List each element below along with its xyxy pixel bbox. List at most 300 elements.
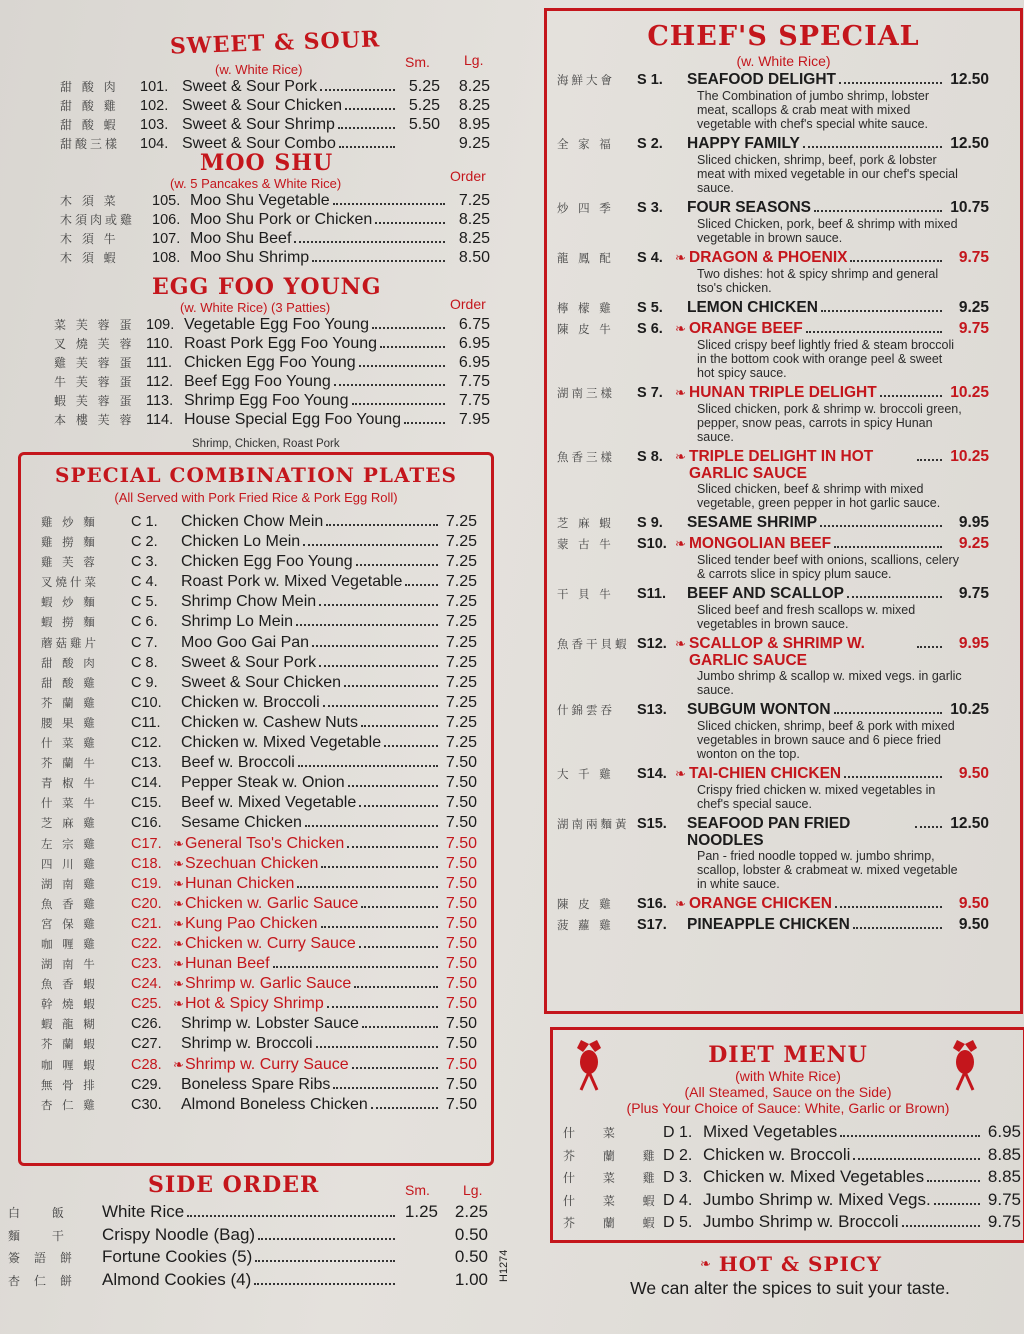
chinese-name: 白 飯 [8, 1206, 78, 1220]
item-name: Boneless Spare Ribs [181, 1075, 331, 1093]
leader-dots [915, 825, 942, 828]
section-title: DIET MENU [708, 1042, 868, 1068]
leader-dots [354, 985, 438, 988]
item-price: 10.25 [950, 384, 989, 401]
leader-dots [297, 885, 438, 888]
chinese-name: 左 宗 雞 [41, 836, 98, 851]
decoration-left [567, 1038, 611, 1094]
item-number: C17. [131, 835, 162, 852]
item-name: Sweet & Sour Combo [182, 135, 336, 152]
chinese-name: 宮 保 雞 [41, 916, 98, 931]
pepper-icon: ❧ [173, 956, 184, 972]
menu-item-row [41, 1015, 477, 1035]
item-name: Shrimp w. Curry Sauce [185, 1055, 349, 1073]
item-name: Chicken w. Mixed Vegetables [703, 1167, 925, 1186]
chinese-name: 無 骨 排 [41, 1077, 98, 1092]
item-price: 7.25 [445, 533, 477, 551]
menu-item-row [41, 654, 477, 674]
item-price: 7.25 [458, 192, 490, 209]
chinese-name: 簽語餅 [8, 1251, 87, 1265]
item-number: D 3. [663, 1169, 693, 1186]
menu-item-row [557, 299, 989, 317]
pepper-icon: ❧ [173, 875, 184, 891]
item-number: D 5. [663, 1214, 693, 1231]
menu-code: H1274 [498, 1249, 510, 1282]
diet-subtitle-2: (All Steamed, Sauce on the Side) [684, 1084, 892, 1100]
item-name: Moo Shu Vegetable [190, 192, 330, 209]
menu-item-row [41, 935, 477, 955]
leader-dots [327, 1005, 438, 1008]
menu-item-row [41, 734, 477, 754]
menu-item-row [41, 995, 477, 1015]
pepper-icon: ❧ [173, 996, 184, 1012]
chefs-special-box [544, 8, 1023, 1014]
item-number: D 2. [663, 1146, 693, 1164]
item-price: 9.25 [958, 299, 989, 316]
item-price: 7.95 [458, 411, 490, 428]
item-number: C 3. [131, 554, 158, 571]
menu-item-row [41, 875, 477, 895]
item-name: TRIPLE DELIGHT IN HOT GARLIC SAUCE [689, 448, 874, 482]
chinese-name: 腰 果 雞 [41, 715, 98, 730]
menu-item-row [8, 1202, 488, 1225]
item-number: S 5. [637, 300, 663, 316]
menu-item-row [8, 1247, 488, 1270]
item-price: 7.25 [445, 553, 477, 571]
chef-special-item [557, 895, 989, 913]
chinese-name: 甜 酸 肉 [60, 80, 119, 94]
item-name: FOUR SEASONS [687, 199, 812, 216]
item-number: C23. [131, 956, 162, 973]
item-description: Sliced chicken, shrimp, beef, pork & lobster meat with mixed vegetable in our chef's special sauce. [697, 153, 958, 195]
chinese-name: 雞 炒 麵 [41, 515, 98, 529]
footer-title: HOT & SPICY [718, 1252, 883, 1276]
item-number: C26. [131, 1016, 162, 1033]
chef-special-item [557, 916, 989, 934]
menu-item-row [557, 199, 989, 217]
menu-item-row [41, 573, 477, 593]
chef-special-item [557, 765, 989, 811]
item-price: 7.25 [445, 713, 477, 731]
menu-item-row [41, 634, 477, 654]
item-number: C 9. [131, 674, 158, 691]
menu-item-row [54, 335, 490, 354]
item-description: Sliced chicken, beef & shrimp with mixed vegetable, green pepper in hot garlic sauce. [697, 482, 941, 510]
menu-item-row [557, 135, 989, 153]
item-price: 6.95 [987, 1122, 1021, 1141]
leader-dots [372, 326, 445, 329]
item-price: 6.95 [458, 335, 490, 352]
size-header-sm: Sm. [405, 54, 430, 70]
chinese-name: 干 貝 牛 [557, 587, 614, 601]
lobster-icon [567, 1038, 611, 1094]
item-name: PINEAPPLE CHICKEN [687, 916, 850, 933]
menu-item-row [557, 635, 989, 669]
leader-dots [380, 345, 445, 348]
item-name: Jumbo Shrimp w. Broccoli [703, 1212, 899, 1231]
price-large: 9.25 [458, 135, 490, 152]
item-price: 7.50 [445, 934, 477, 952]
item-price: 10.25 [950, 448, 989, 465]
item-name: Shrimp w. Garlic Sauce [185, 975, 352, 993]
leader-dots [820, 524, 942, 527]
item-name: Pepper Steak w. Onion [181, 774, 345, 792]
chef-special-item [557, 249, 989, 295]
chinese-name: 湖 南 雞 [41, 876, 98, 891]
item-price: 7.50 [445, 854, 477, 872]
section-subtitle: (w. 5 Pancakes & White Rice) [170, 176, 342, 191]
size-header-lg: Lg. [463, 1182, 483, 1198]
menu-item-row [557, 320, 989, 338]
item-name: Sesame Chicken [181, 814, 302, 832]
item-name: Shrimp w. Lobster Sauce [181, 1015, 359, 1033]
menu-item-row [60, 116, 490, 135]
chef-special-item [557, 199, 989, 245]
chinese-name: 炒 四 季 [557, 201, 614, 215]
chinese-name: 杏 仁 雞 [41, 1097, 98, 1112]
item-price: 9.95 [958, 635, 989, 652]
menu-item-row [563, 1145, 1021, 1168]
item-number: 114. [146, 412, 174, 428]
item-name: MONGOLIAN BEEF [689, 535, 832, 552]
footer-title-row [560, 1252, 1020, 1276]
item-number: 103. [140, 117, 169, 133]
price-small: 1.25 [404, 1202, 438, 1221]
chef-special-item [557, 585, 989, 631]
item-number: S 3. [637, 200, 663, 216]
menu-item-row [557, 815, 989, 849]
menu-item-row [557, 249, 989, 267]
chinese-name: 蘑菇雞片 [41, 635, 99, 650]
leader-dots [917, 458, 942, 461]
leader-dots [853, 1157, 980, 1160]
item-name: HAPPY FAMILY [687, 135, 800, 152]
item-name: Shrimp Lo Mein [181, 613, 294, 631]
diet-subtitle-3: (Plus Your Choice of Sauce: White, Garlic or Brown) [626, 1100, 950, 1116]
item-number: 109. [146, 317, 175, 333]
leader-dots [803, 145, 942, 148]
item-price: 7.50 [445, 774, 477, 792]
diet-list [563, 1122, 1021, 1235]
leader-dots [187, 1214, 395, 1217]
leader-dots [806, 330, 942, 333]
menu-item-row [41, 1096, 477, 1116]
chinese-name: 甜 酸 肉 [41, 655, 98, 670]
leader-dots [359, 364, 445, 367]
chinese-name: 什錦雲吞 [557, 703, 615, 717]
item-price: 9.75 [958, 320, 989, 337]
item-number: S13. [637, 702, 667, 718]
item-number: S 4. [637, 250, 663, 266]
chinese-name: 什 菜 蝦 [563, 1193, 667, 1208]
chinese-name: 什 菜 雞 [41, 736, 98, 751]
menu-item-row [557, 765, 989, 783]
item-price: 7.25 [445, 693, 477, 711]
chinese-name: 咖 喱 蝦 [41, 1057, 98, 1072]
item-name: House Special Egg Foo Young [184, 411, 402, 428]
item-name: Chicken w. Broccoli [181, 693, 320, 711]
item-price: 9.75 [987, 1189, 1021, 1209]
chinese-name: 甜酸三樣 [60, 137, 121, 151]
egg-foo-young-list [54, 316, 490, 430]
menu-item-row [41, 674, 477, 694]
leader-dots [321, 925, 438, 928]
item-price: 7.50 [445, 1015, 477, 1033]
item-name: LEMON CHICKEN [687, 299, 818, 316]
chinese-name: 什 菜 雞 [563, 1171, 667, 1185]
leader-dots [839, 81, 942, 84]
egg-foo-young-note: Shrimp, Chicken, Roast Pork [192, 438, 340, 450]
chinese-name: 牛 芙 蓉 蛋 [54, 375, 135, 389]
leader-dots [326, 523, 438, 526]
item-name: Chicken w. Garlic Sauce [185, 894, 359, 912]
leader-dots [348, 784, 438, 787]
item-name: SEAFOOD PAN FRIED NOODLES [687, 815, 851, 849]
leader-dots [319, 664, 438, 667]
item-price: 8.85 [987, 1144, 1021, 1164]
pepper-icon: ❧ [173, 1056, 184, 1072]
item-name: Chicken w. Curry Sauce [185, 934, 356, 952]
chinese-name: 什 菜 牛 [41, 796, 98, 811]
item-price: 9.75 [958, 585, 989, 602]
chinese-name: 蒙 古 牛 [557, 537, 614, 551]
menu-item-row [41, 814, 477, 834]
leader-dots [850, 259, 942, 262]
item-price: 8.25 [458, 211, 490, 228]
item-price: 7.50 [445, 894, 477, 912]
item-name: Crispy Noodle (Bag) [102, 1224, 256, 1244]
menu-item-row [41, 513, 477, 533]
pepper-icon: ❧ [173, 895, 184, 911]
menu-item-row [41, 613, 477, 633]
leader-dots [880, 394, 942, 397]
item-price: 7.50 [445, 1095, 477, 1113]
item-number: 111. [146, 355, 173, 371]
item-number: S10. [637, 536, 667, 552]
item-name: Moo Shu Shrimp [190, 249, 310, 266]
decoration-right [943, 1038, 987, 1094]
menu-item-row [54, 392, 490, 411]
leader-dots [361, 905, 438, 908]
chef-special-item [557, 701, 989, 761]
section-title: CHEF'S SPECIAL [647, 21, 920, 52]
item-number: S 6. [637, 321, 663, 337]
item-price: 7.50 [445, 975, 477, 993]
item-description: Sliced tender beef with onions, scallions, celery & carrots slice in spicy plum sauce. [697, 553, 959, 581]
menu-item-row [60, 97, 490, 116]
item-number: C29. [131, 1076, 162, 1093]
chef-special-item [557, 815, 989, 891]
menu-item-row [557, 916, 989, 934]
item-price: 9.50 [958, 895, 989, 912]
menu-item-row [60, 78, 490, 97]
item-price: 9.75 [987, 1212, 1021, 1231]
item-name: Mixed Vegetables [703, 1122, 838, 1141]
chinese-name: 魚 香 雞 [41, 896, 98, 911]
item-name: Chicken w. Cashew Nuts [181, 713, 358, 731]
item-name: Moo Goo Gai Pan [181, 633, 310, 651]
diet-menu-box [550, 1027, 1024, 1243]
item-number: C 6. [131, 614, 158, 631]
chinese-name: 陳 皮 牛 [557, 322, 614, 336]
chinese-name: 甜 酸 蝦 [60, 118, 119, 132]
item-name: Shrimp Egg Foo Young [184, 392, 349, 409]
chef-special-item [557, 299, 989, 317]
chinese-name: 叉 燒 芙 蓉 [54, 337, 135, 351]
leader-dots [917, 645, 942, 648]
item-number: C10. [131, 694, 162, 711]
leader-dots [333, 1086, 438, 1089]
section-title: SWEET & SOUR [169, 26, 381, 60]
chinese-name: 芝 麻 雞 [41, 816, 98, 831]
item-number: C 1. [131, 514, 158, 530]
item-name: Almond Boneless Chicken [181, 1095, 368, 1113]
pepper-icon: ❧ [699, 1256, 711, 1271]
item-description: Pan - fried noodle topped w. jumbo shrimp, scallop, lobster & crabmeat w. mixed vegetable in white sauce. [697, 849, 958, 891]
chinese-name: 芥 蘭 雞 [563, 1148, 667, 1163]
item-price: 7.50 [445, 955, 477, 973]
item-name: SUBGUM WONTON [687, 701, 831, 718]
item-name: Chicken Lo Mein [181, 533, 301, 551]
chinese-name: 菜 芙 蓉 蛋 [54, 318, 135, 332]
size-header-lg: Lg. [464, 52, 484, 68]
item-name: SCALLOP & SHRIMP W. GARLIC SAUCE [689, 635, 865, 669]
item-price: 8.85 [987, 1167, 1021, 1186]
item-name: Chicken Chow Mein [181, 513, 324, 530]
menu-item-row [41, 855, 477, 875]
menu-item-row [60, 230, 490, 249]
item-number: C22. [131, 935, 162, 952]
leader-dots [254, 1282, 395, 1285]
item-price: 7.25 [445, 573, 477, 591]
item-name: Roast Pork w. Mixed Vegetable [181, 573, 403, 591]
section-subtitle: (w. White Rice) [736, 53, 831, 69]
section-title: SPECIAL COMBINATION PLATES [55, 463, 457, 487]
item-number: 113. [146, 393, 174, 409]
leader-dots [384, 744, 438, 747]
item-name: Beef w. Mixed Vegetable [181, 794, 357, 812]
leader-dots [273, 965, 438, 968]
menu-item-row [41, 774, 477, 794]
item-number: 104. [140, 136, 169, 152]
pepper-icon: ❧ [675, 896, 686, 911]
price-small: 5.25 [408, 97, 440, 114]
item-price: 7.25 [445, 653, 477, 671]
menu-item-row [41, 754, 477, 774]
item-number: C30. [131, 1096, 162, 1113]
item-number: C21. [131, 915, 162, 932]
item-price: 9.25 [958, 535, 989, 552]
item-name: Hunan Chicken [185, 874, 295, 892]
item-description: Sliced chicken, shrimp, beef & pork with mixed vegetables in brown sauce and 6 piece fried wonton on the top. [697, 719, 955, 761]
menu-item-row [54, 316, 490, 335]
item-name: SESAME SHRIMP [687, 514, 818, 531]
item-name: Shrimp Chow Mein [181, 593, 317, 611]
price-large: 0.50 [454, 1247, 488, 1266]
chinese-name: 叉燒什菜 [41, 575, 99, 590]
item-number: C19. [131, 875, 162, 892]
diet-subtitle-1: (with White Rice) [735, 1068, 841, 1084]
leader-dots [352, 402, 445, 405]
price-large: 2.25 [454, 1202, 488, 1221]
leader-dots [405, 583, 438, 586]
menu-item-row [41, 895, 477, 915]
leader-dots [334, 383, 445, 386]
menu-item-row [54, 411, 490, 430]
menu-item-row [557, 701, 989, 719]
item-number: C12. [131, 735, 162, 752]
item-price: 9.75 [958, 249, 989, 266]
menu-item-row [41, 694, 477, 714]
item-number: C28. [131, 1056, 162, 1073]
item-number: C11. [131, 714, 161, 731]
item-number: 102. [140, 98, 169, 114]
item-number: C16. [131, 815, 162, 832]
chef-special-item [557, 535, 989, 581]
item-number: 107. [152, 231, 181, 247]
item-name: Sweet & Sour Pork [181, 653, 317, 671]
chinese-name: 什 菜 [563, 1126, 627, 1140]
item-name: Sweet & Sour Chicken [181, 673, 342, 691]
pepper-icon: ❧ [675, 766, 686, 781]
menu-item-row [557, 535, 989, 553]
item-number: C20. [131, 895, 162, 912]
item-number: 108. [152, 250, 181, 266]
leader-dots [298, 764, 438, 767]
chef-special-item [557, 135, 989, 195]
menu-item-row [41, 794, 477, 814]
item-name: Sweet & Sour Shrimp [182, 116, 335, 133]
leader-dots [296, 623, 438, 626]
chinese-name: 陳 皮 雞 [557, 897, 614, 911]
order-header: Order [450, 168, 486, 184]
item-number: C15. [131, 795, 162, 812]
item-price: 7.25 [445, 633, 477, 651]
item-number: S17. [637, 917, 667, 933]
item-price: 7.50 [445, 834, 477, 852]
item-name: Vegetable Egg Foo Young [184, 316, 370, 333]
section-subtitle: (w. White Rice) (3 Patties) [180, 300, 331, 315]
item-name: Kung Pao Chicken [185, 914, 318, 932]
price-large: 8.25 [458, 78, 490, 95]
leader-dots [375, 221, 445, 224]
leader-dots [371, 1106, 438, 1109]
chinese-name: 木 須 菜 [60, 194, 119, 208]
chinese-name: 芥 蘭 蝦 [563, 1216, 667, 1230]
chinese-name: 龍 鳳 配 [557, 251, 614, 265]
chinese-name: 芥 蘭 雞 [41, 695, 98, 710]
chinese-name: 湖南三樣 [557, 386, 615, 400]
item-name: Chicken w. Broccoli [703, 1144, 851, 1164]
chinese-name: 芥 蘭 蝦 [41, 1037, 98, 1052]
chinese-name: 甜 酸 雞 [41, 675, 98, 690]
item-number: S14. [637, 766, 667, 782]
chinese-name: 咖 喱 雞 [41, 936, 98, 951]
menu-item-row [8, 1270, 488, 1293]
item-number: S 8. [637, 449, 663, 465]
menu-item-row [8, 1225, 488, 1248]
menu-item-row [41, 593, 477, 613]
item-number: C 2. [131, 534, 158, 551]
leader-dots [344, 684, 438, 687]
chinese-name: 大 千 雞 [557, 767, 614, 781]
item-name: HUNAN TRIPLE DELIGHT [689, 384, 877, 401]
item-description: Crispy fried chicken w. mixed vegetables in chef's special sauce. [697, 783, 936, 811]
chinese-name: 青 椒 牛 [41, 776, 98, 791]
item-number: 110. [146, 336, 174, 352]
order-header: Order [450, 296, 486, 312]
leader-dots [338, 126, 395, 129]
